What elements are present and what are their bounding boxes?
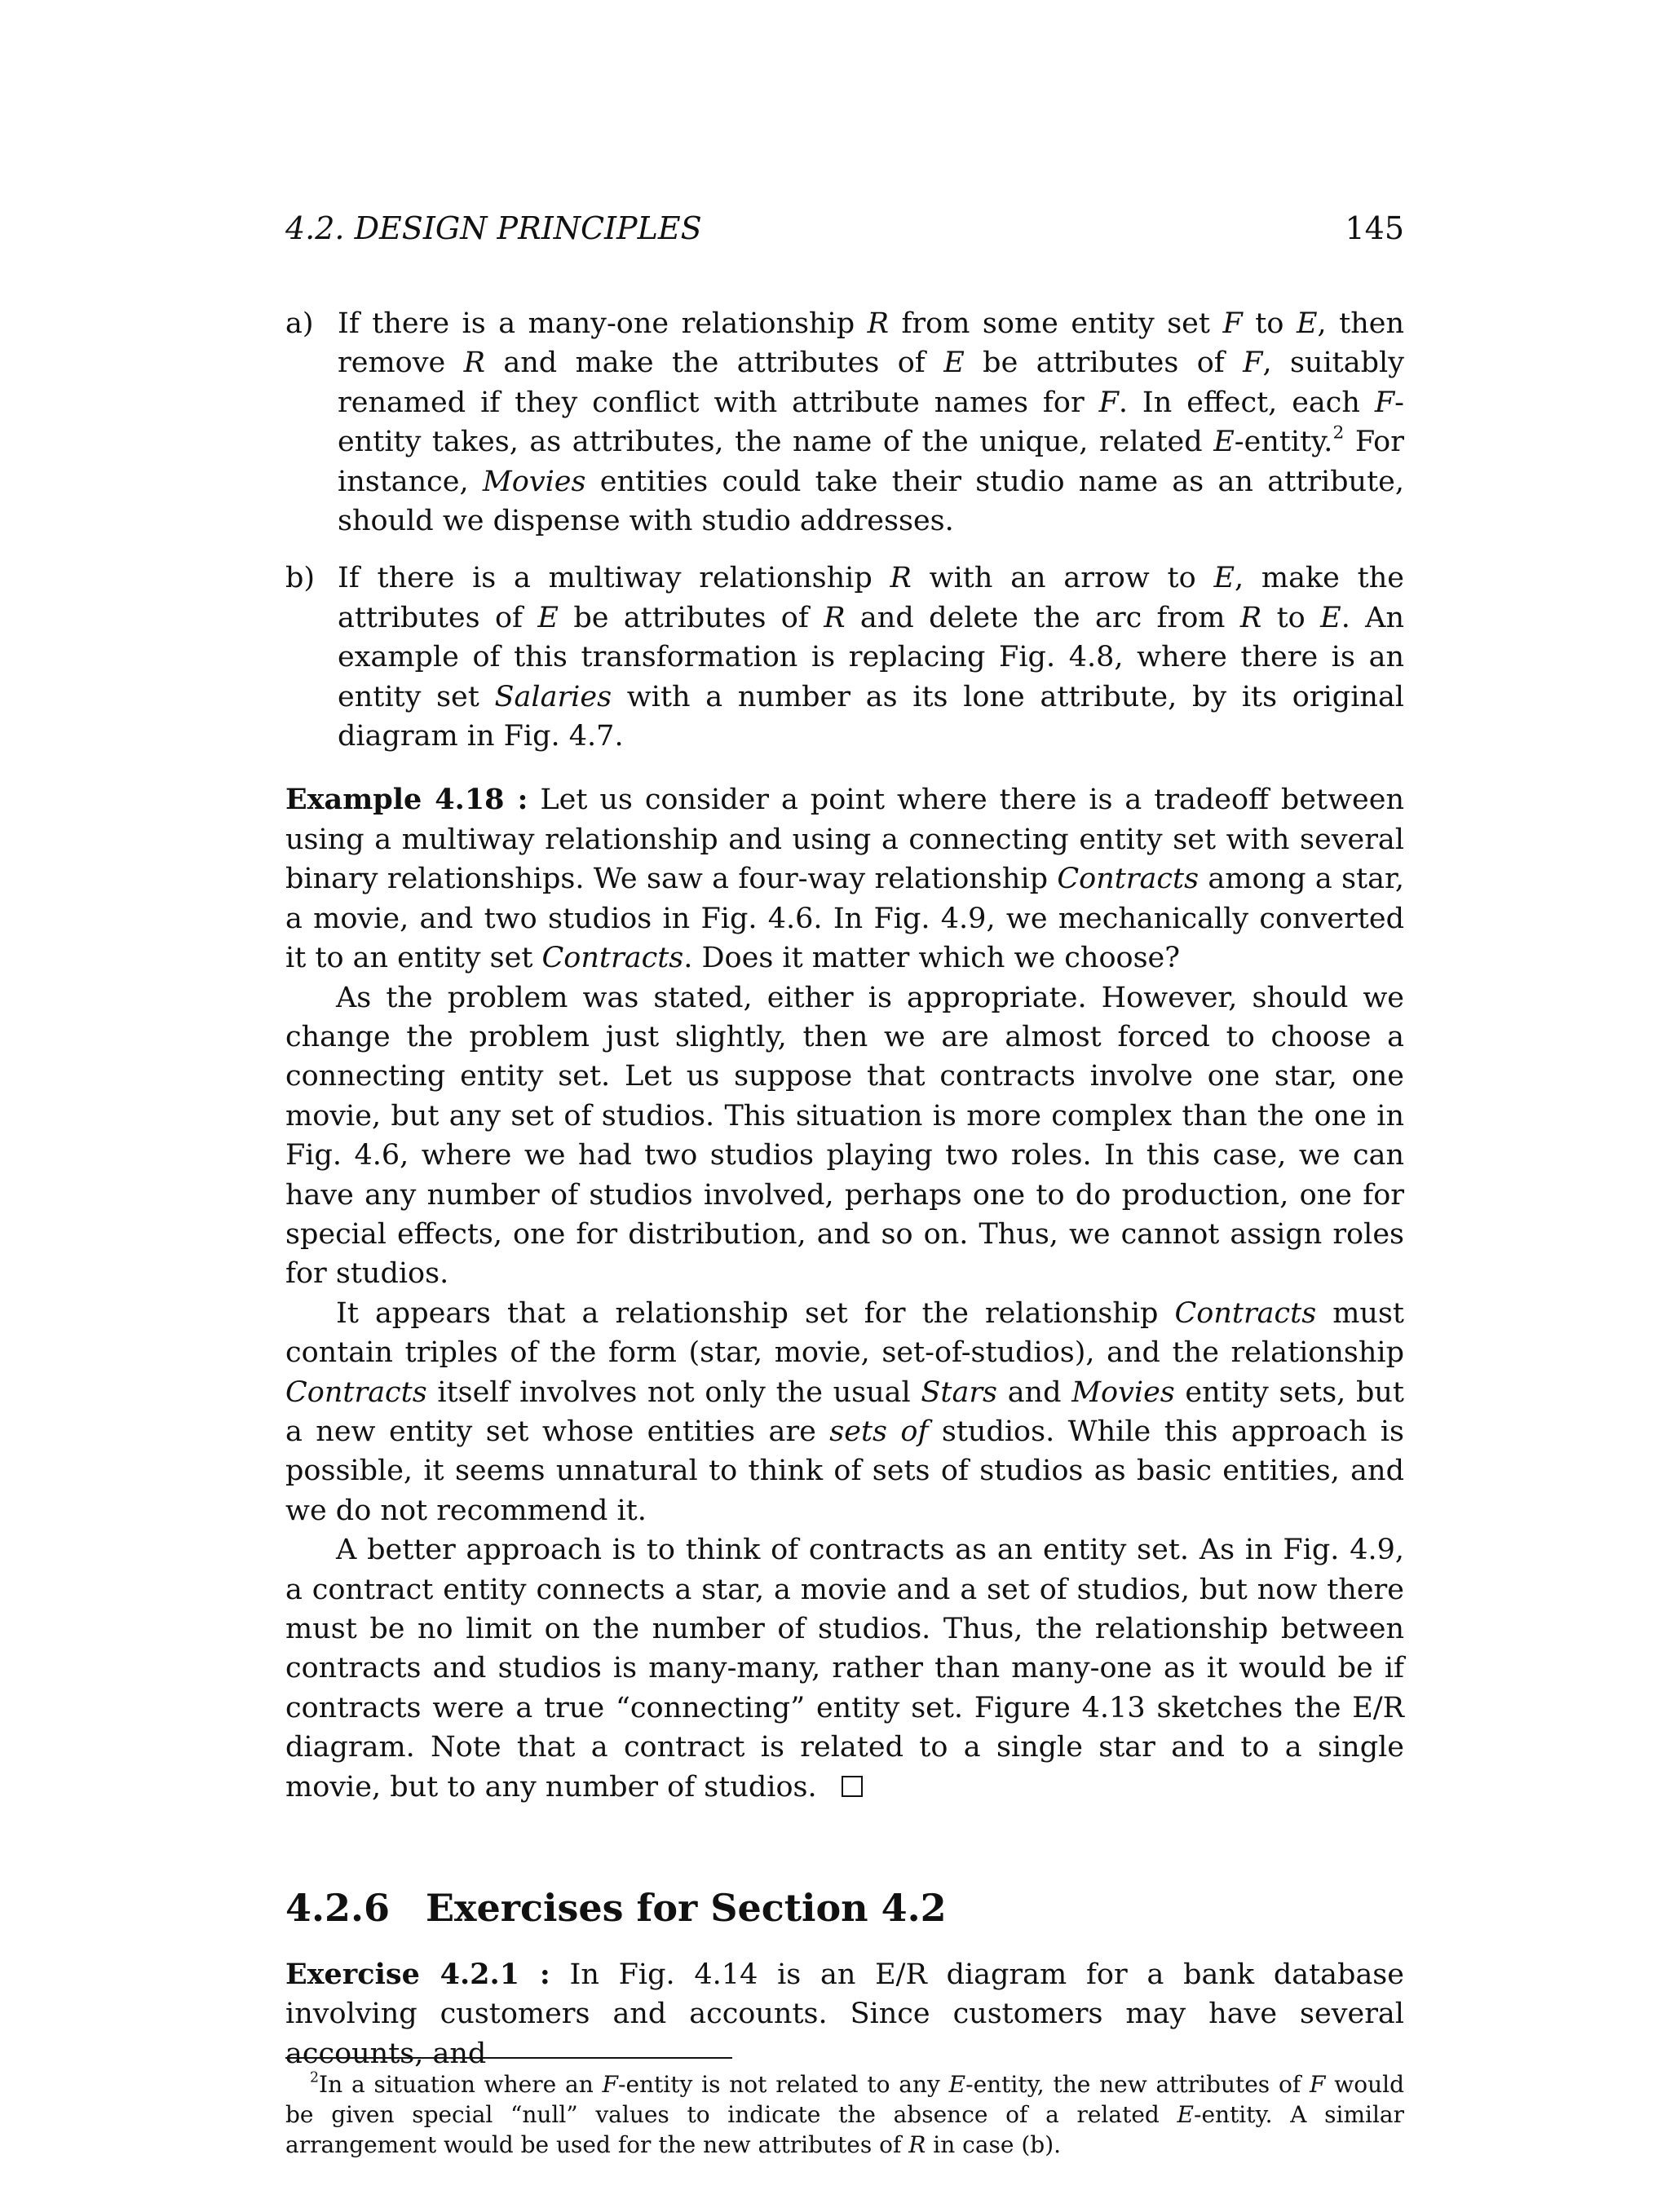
text-run: entity sets, but a new entity set whose entities are	[285, 1375, 1404, 1448]
text-run: In a situation where an	[319, 2071, 603, 2098]
math-var: E	[943, 347, 965, 380]
text-run: If there is a many-one relationship	[338, 307, 868, 340]
footnote-rule	[285, 2057, 732, 2059]
math-var: E	[948, 2071, 966, 2098]
text-run: For instance,	[338, 426, 1404, 498]
exercise-label: Exercise 4.2.1 :	[285, 1958, 550, 1992]
math-var: R	[463, 347, 485, 380]
text-run: -entity.	[1234, 426, 1333, 459]
math-var: R	[1239, 601, 1262, 634]
entity-name: Contracts	[1057, 863, 1199, 896]
text-run: If there is a multiway relationship	[338, 562, 890, 595]
text-run: . In effect, each	[1118, 386, 1375, 419]
section-title: Exercises for Section 4.2	[426, 1886, 947, 1931]
entity-name: Contracts	[1174, 1296, 1317, 1330]
end-of-proof-icon	[842, 1776, 863, 1797]
text-run: -entity. A similar arrangement would be used for the new attributes of	[285, 2101, 1404, 2158]
section-running-title: 4.2. DESIGN PRINCIPLES	[285, 210, 702, 246]
exercise-4-2-1	[285, 1955, 1404, 2073]
math-var: E	[1213, 562, 1235, 595]
text-run: It appears that a relationship set for the relationship	[336, 1296, 1175, 1330]
math-var: E	[1213, 426, 1235, 459]
math-var: F	[1374, 386, 1395, 419]
math-var: R	[824, 601, 846, 634]
list-item-text	[338, 559, 1404, 756]
paragraph	[285, 1294, 1404, 1530]
entity-name: Movies	[1071, 1375, 1175, 1409]
text-run: be attributes of	[964, 347, 1244, 380]
text-run: A better approach is to think of contracts as an entity set. As in Fig. 4.9, a contract entity connects a star, a movie and a set of studios, but now there must be no limit on the number of studios. Thus, the relationship between contracts and studios is many-many, rather than many-one as it would be if contracts were a true “connecting” entity set. Figure 4.13 sketches the E/R diagram. Note that a contract is related to a single star and to a single movie, but to any number of studios.	[285, 1534, 1404, 1804]
main-text	[285, 304, 1404, 2073]
text-run: entities could take their studio name as an attribute, should we dispense with studio addresses.	[338, 465, 1404, 538]
text-run: must contain triples of the form (star, movie, set-of-studios), and the relationship	[285, 1296, 1404, 1370]
list-item-b	[285, 559, 1404, 756]
text-run: , suitably renamed if they conflict with attribute names for	[338, 347, 1404, 419]
list-item-a	[285, 304, 1404, 541]
text-run: among a star, a movie, and two studios in Fig. 4.6. In Fig. 4.9, we mechanically converted it to an entity set	[285, 863, 1404, 975]
emphasis: sets of	[829, 1415, 929, 1448]
text-run: -entity takes, as attributes, the name of the unique, related	[338, 386, 1404, 459]
text-run: -entity is not related to any	[617, 2071, 949, 2098]
math-var: F	[1222, 307, 1243, 340]
math-var: F	[602, 2071, 618, 2098]
text-run: from some entity set	[888, 307, 1223, 340]
entity-name: Movies	[482, 465, 586, 498]
text-run: Let us consider a point where there is a tradeoff between using a multiway relationship and using a connecting entity set with several binary relationships. We saw a four-way relationship	[285, 784, 1404, 896]
footnote	[285, 2069, 1404, 2160]
paragraph	[285, 1530, 1404, 1807]
section-heading	[285, 1885, 1404, 1931]
text-run: , make the attributes of	[338, 562, 1404, 634]
example-4-18	[285, 780, 1404, 978]
entity-name: Contracts	[541, 942, 684, 975]
math-var: F	[1243, 347, 1263, 380]
text-run: itself involves not only the usual	[426, 1375, 921, 1409]
list-marker: a)	[285, 307, 314, 340]
math-var: R	[890, 562, 912, 595]
math-var: E	[1296, 307, 1318, 340]
text-run: . An example of this transformation is replacing Fig. 4.8, where there is an entity set	[338, 601, 1405, 713]
text-run: studios. While this approach is possible, it seems unnatural to think of sets of studios as basic entities, and we do not recommend it.	[285, 1415, 1404, 1527]
text-run: with a number as its lone attribute, by its original diagram in Fig. 4.7.	[338, 680, 1405, 753]
text-run: be attributes of	[558, 601, 824, 634]
text-run: to	[1261, 601, 1321, 634]
section-number: 4.2.6	[285, 1886, 391, 1931]
text-run: -entity, the new attributes of	[965, 2071, 1310, 2098]
text-run: to	[1242, 307, 1297, 340]
text-run: . Does it matter which we choose?	[683, 942, 1181, 975]
text-run: and delete the arc from	[845, 601, 1240, 634]
list-marker: b)	[285, 562, 316, 595]
math-var: E	[1320, 601, 1341, 634]
text-run: , then remove	[338, 307, 1404, 380]
math-var: R	[867, 307, 889, 340]
page-number: 145	[1345, 210, 1404, 246]
math-var: E	[1177, 2101, 1194, 2128]
text-run: and make the attributes of	[484, 347, 944, 380]
example-label: Example 4.18 :	[285, 783, 528, 817]
text-run: in case (b).	[926, 2131, 1062, 2158]
list-item-text	[338, 304, 1404, 541]
footnote-reference[interactable]: 2	[1332, 422, 1345, 444]
entity-name: Salaries	[494, 680, 612, 713]
math-var: F	[1098, 386, 1119, 419]
entity-name: Stars	[921, 1375, 998, 1409]
entity-name: Contracts	[285, 1375, 427, 1409]
math-var: E	[537, 601, 559, 634]
paragraph: As the problem was stated, either is appropriate. However, should we change the problem just slightly, then we are almost forced to choose a connecting entity set. Let us suppose that contracts involve one star, one movie, but any set of studios. This situation is more complex than the one in Fig. 4.6, where we had two studios playing two roles. In this case, we can have any number of studios involved, perhaps one to do production, one for special effects, one for distribution, and so on. Thus, we cannot assign roles for studios.	[285, 981, 1404, 1291]
math-var: F	[1310, 2071, 1326, 2098]
text-run: with an arrow to	[911, 562, 1214, 595]
footnote-mark: 2	[310, 2069, 320, 2086]
text-run: would be given special “null” values to indicate the absence of a related	[285, 2071, 1404, 2128]
running-head	[285, 210, 1404, 251]
math-var: R	[908, 2131, 926, 2158]
text-run: and	[997, 1375, 1072, 1409]
text-run: In Fig. 4.14 is an E/R diagram for a bank database involving customers and accounts. Since customers may have several accounts, and	[285, 1958, 1404, 2070]
